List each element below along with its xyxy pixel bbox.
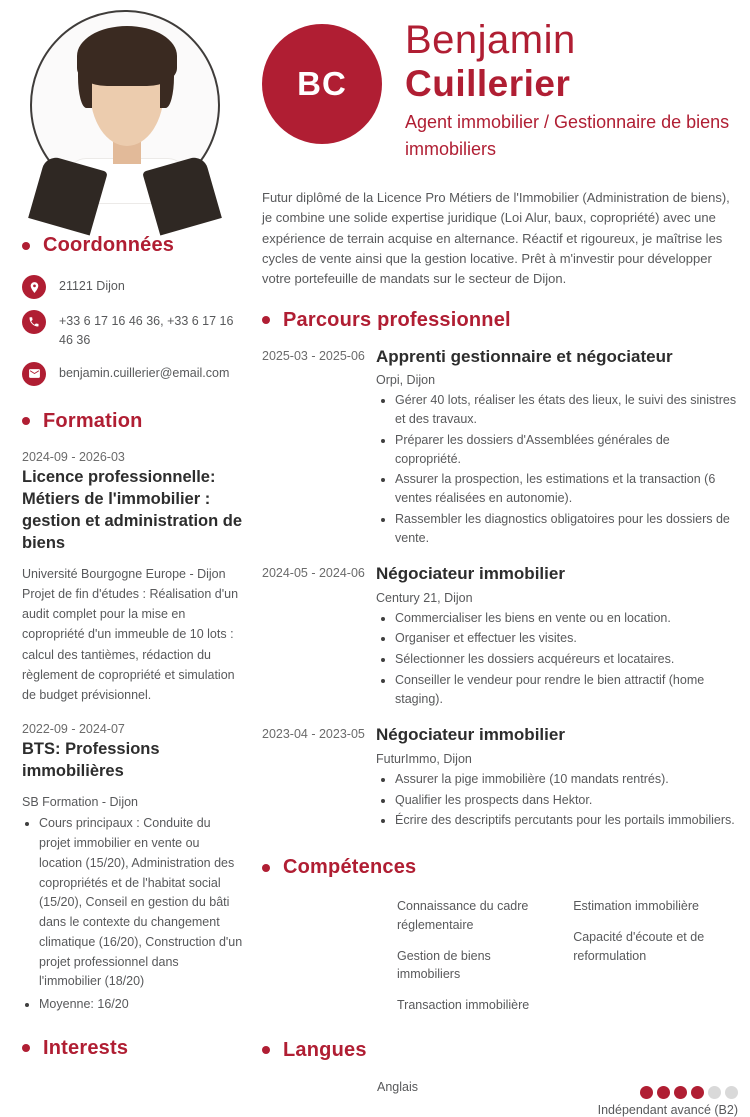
contact-item-email <box>22 364 244 386</box>
experience-bullet: • Organiser et effectuer les visites. <box>395 629 738 648</box>
experience-body <box>376 347 738 549</box>
left-column <box>22 10 244 1060</box>
section-heading-interests <box>22 1037 244 1060</box>
experience-bullet: • Commercialiser les biens en vente ou en location. <box>395 609 738 628</box>
language-row <box>262 1080 738 1117</box>
experience-entry <box>262 725 738 832</box>
skill-item: Transaction immobilière <box>397 998 530 1013</box>
education-dates: 2024-09 - 2026-03 <box>22 449 125 464</box>
skill-item: Estimation immobilière <box>573 899 699 914</box>
level-dot-empty-icon <box>725 1086 738 1099</box>
phone-text: +33 6 17 16 46 36, +33 6 17 16 46 36 <box>59 314 234 348</box>
experience-bullet: • Assurer la pige immobilière (10 mandats rentrés). <box>395 770 738 789</box>
language-level-block <box>598 1086 738 1117</box>
education-entry <box>22 722 244 1015</box>
section-heading-skills <box>262 856 738 879</box>
bullet-icon <box>262 316 270 324</box>
language-name: Anglais <box>377 1079 418 1094</box>
experience-company: Orpi, Dijon <box>376 373 436 388</box>
envelope-icon <box>22 362 46 386</box>
address-text: 21121 Dijon <box>59 279 125 293</box>
experience-dates: 2023-04 - 2023-05 <box>262 727 365 742</box>
contact-title: Coordonnées <box>43 234 175 256</box>
experience-entry <box>262 347 738 549</box>
education-degree: Licence professionnelle: Métiers de l'immobilier : gestion et administration de biens <box>22 467 243 552</box>
section-heading-education <box>22 410 244 433</box>
level-dot-filled-icon <box>657 1086 670 1099</box>
photo-hair <box>160 56 174 108</box>
experience-bullet: • Conseiller le vendeur pour rendre le bien attractif (home staging). <box>395 671 738 709</box>
experience-company: FuturImmo, Dijon <box>376 751 472 766</box>
education-bullet: • Cours principaux : Conduite du projet immobilier en vente ou location (15/20), Administration des copropriétés et de l'habitat social (15/20), Conseil en gestion du bâti dans le contexte du changement climatique (16/20), Construction d'un projet professionnel dans l'immobilier (18/20) <box>39 814 244 992</box>
experience-dates: 2024-05 - 2024-06 <box>262 566 365 581</box>
skills-column <box>573 897 738 1027</box>
bullet-icon <box>22 1044 30 1052</box>
education-school: SB Formation - Dijon <box>22 795 139 810</box>
bullet-icon <box>22 417 30 425</box>
education-title: Formation <box>43 409 143 432</box>
experience-role: Négociateur immobilier <box>376 564 565 584</box>
experience-title: Parcours professionnel <box>283 308 511 331</box>
bullet-icon <box>262 864 270 872</box>
experience-role: Négociateur immobilier <box>376 725 565 745</box>
language-level-label: Indépendant avancé (B2) <box>597 1102 738 1117</box>
contact-item-phone <box>22 312 244 351</box>
skill-item: Gestion de biens immobiliers <box>397 948 491 982</box>
photo-hair <box>78 56 92 108</box>
section-heading-languages <box>262 1039 738 1062</box>
monogram-text: BC <box>297 65 347 102</box>
phone-icon <box>22 310 46 334</box>
profile-photo <box>30 10 220 200</box>
education-degree: BTS: Professions immobilières <box>22 740 160 781</box>
section-heading-experience <box>262 309 738 332</box>
education-dates: 2022-09 - 2024-07 <box>22 722 125 737</box>
right-column <box>262 18 738 1117</box>
experience-bullet: • Qualifier les prospects dans Hektor. <box>395 791 738 810</box>
section-heading-contact <box>22 234 244 257</box>
skills-column <box>397 897 573 1027</box>
experience-bullet: • Préparer les dossiers d'Assemblées générales de copropriété. <box>395 431 738 469</box>
monogram-badge <box>262 24 382 144</box>
experience-bullet: • Sélectionner les dossiers acquéreurs et locataires. <box>395 650 738 669</box>
experience-body <box>376 725 738 832</box>
language-dots <box>598 1086 738 1099</box>
languages-title: Langues <box>283 1038 367 1061</box>
skills-grid <box>397 897 738 1027</box>
contact-item-address <box>22 277 244 299</box>
education-bullet-list <box>22 814 244 1015</box>
job-title: Agent immobilier / Gestionnaire de biens immobiliers <box>405 112 730 160</box>
skill-item: Capacité d'écoute et de reformulation <box>573 929 705 963</box>
profile-summary: Futur diplômé de la Licence Pro Métiers de l'Immobilier (Administration de biens), je combine une solide expertise juridique (Loi Alur, baux, copropriété) avec une expérience de terrain acquise en alternance. Réactif et rigoureux, je maîtrise les cycles de vente ainsi que la gestion locative. Prêt à m'investir pour développer votre portefeuille de mandats sur le secteur de Dijon. <box>262 190 730 286</box>
experience-bullet: • Écrire des descriptifs percutants pour les portails immobiliers. <box>395 811 738 830</box>
level-dot-filled-icon <box>691 1086 704 1099</box>
experience-body <box>376 564 738 710</box>
first-name: Benjamin <box>405 18 576 62</box>
last-name: Cuillerier <box>405 62 571 104</box>
experience-dates: 2025-03 - 2025-06 <box>262 348 365 363</box>
experience-bullet: • Gérer 40 lots, réaliser les états des lieux, le suivi des sinistres et des travaux. <box>395 391 738 429</box>
bullet-icon <box>22 242 30 250</box>
experience-company: Century 21, Dijon <box>376 590 473 605</box>
education-entry <box>22 450 244 706</box>
skills-title: Compétences <box>283 856 417 879</box>
experience-bullet-list <box>376 391 738 547</box>
education-school: Université Bourgogne Europe - Dijon <box>22 566 226 581</box>
experience-bullet-list <box>376 609 738 709</box>
location-pin-icon <box>22 275 46 299</box>
interests-title: Interests <box>43 1036 129 1059</box>
skill-item: Connaissance du cadre réglementaire <box>397 899 529 932</box>
experience-entry <box>262 564 738 710</box>
education-bullet: • Moyenne: 16/20 <box>39 995 244 1015</box>
experience-bullet: • Rassembler les diagnostics obligatoires pour les dossiers de vente. <box>395 510 738 548</box>
level-dot-filled-icon <box>640 1086 653 1099</box>
bullet-icon <box>262 1046 270 1054</box>
header <box>262 18 738 163</box>
education-description: Projet de fin d'études : Réalisation d'un audit complet pour la mise en copropriété d'un immeuble de 10 lots : calcul des tantièmes, rédaction du règlement de copropriété et simulation de budget prévisionnel. <box>22 586 239 702</box>
email-text: benjamin.cuillerier@email.com <box>59 365 230 380</box>
contact-list <box>22 277 244 386</box>
name-block <box>405 18 737 163</box>
experience-bullet-list <box>376 770 738 830</box>
experience-bullet: • Assurer la prospection, les estimations et la transaction (6 ventes réalisées en autonomie). <box>395 470 738 508</box>
experience-role: Apprenti gestionnaire et négociateur <box>376 346 673 366</box>
level-dot-filled-icon <box>674 1086 687 1099</box>
level-dot-empty-icon <box>708 1086 721 1099</box>
